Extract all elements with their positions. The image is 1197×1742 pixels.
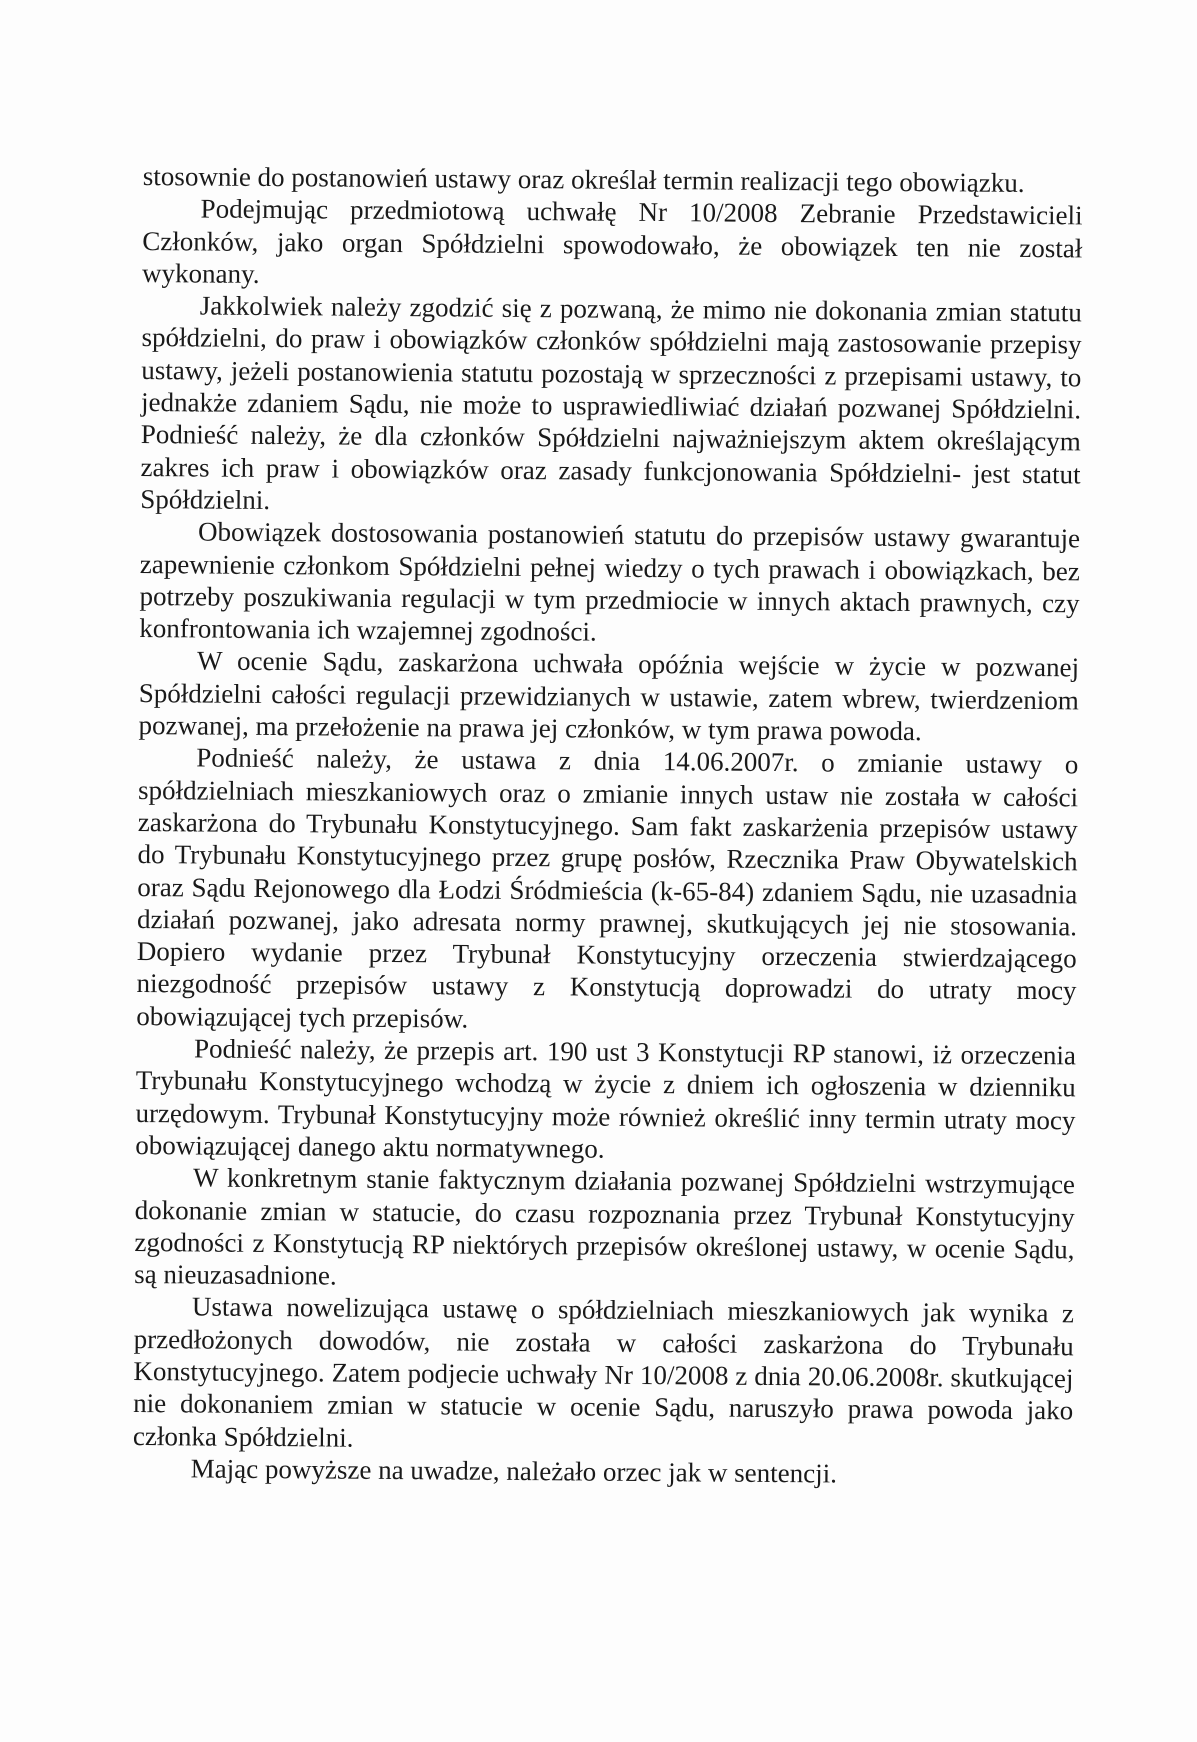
paragraph-court-assessment: W ocenie Sądu, zaskarżona uchwała opóźnia wejście w życie w pozwanej Spółdzielni całości regulacji przewidzianych w ustawie, zatem wbrew, twierdzeniom pozwanej, ma przełożenie na prawa jej członków, w tym prawa powoda. bbox=[138, 645, 1080, 747]
paragraph-continuation: stosownie do postanowień ustawy oraz określał termin realizacji tego obowiązku. bbox=[142, 160, 1025, 198]
paragraph-act-2007: Podnieść należy, że ustawa z dnia 14.06.2007r. o zmianie ustawy o spółdzielniach mieszkaniowych oraz o zmianie innych ustaw nie została w całości zaskarżona do Trybunału Konstytucyjnego. Sam fakt zaskarżenia przepisów ustawy do Trybunału Konstytucyjnego przez grupę posłów, Rzecznika Praw Obywatelskich oraz Sądu Rejonowego dla Łodzi Śródmieścia (k-65-84) zdaniem Sądu, nie uzasadnia działań pozwanej, jako adresata normy prawnej, skutkujących jej nie stosowania. Dopiero wydanie przez Trybunał Konstytucyjny orzeczenia stwierdzającego niezgodność przepisów ustawy z Konstytucją doprowadzi do utraty mocy obowiązującej tych przepisów. bbox=[136, 742, 1079, 1034]
paragraph-constitution-art190: Podnieść należy, że przepis art. 190 ust 3 Konstytucji RP stanowi, iż orzeczenia Trybunału Konstytucyjnego wchodzą w życie z dniem ich ogłoszenia w dzienniku urzędowym. Trybunał Konstytucyjny może również określić inny termin utraty mocy obowiązującej danego aktu normatywnego. bbox=[135, 1033, 1077, 1164]
paragraph-statute-obligation: Obowiązek dostosowania postanowień statutu do przepisów ustawy gwarantuje zapewnienie członkom Spółdzielni pełnej wiedzy o tych prawach i obowiązkach, bez potrzeby poszukiwania regulacji w tym przedmiocie w innych aktach prawnych, czy konfrontowania ich wzajemnej zgodności. bbox=[139, 516, 1081, 647]
document-body bbox=[133, 160, 1083, 1492]
paragraph-statute-conflict: Jakkolwiek należy zgodzić się z pozwaną, że mimo nie dokonania zmian statutu spółdzielni, do praw i obowiązków członków spółdzielni mają zastosowanie przepisy ustawy, jeżeli postanowienia statutu pozostają w sprzeczności z przepisami ustawy, to jednakże zdaniem Sądu, nie może to usprawiedliwiać działań pozwanej Spółdzielni. Podnieść należy, że dla członków Spółdzielni najważniejszym aktem określającym zakres ich praw i obowiązków oraz zasady funkcjonowania Spółdzielni- jest statut Spółdzielni. bbox=[140, 290, 1082, 515]
paragraph-factual-state: W konkretnym stanie faktycznym działania pozwanej Spółdzielni wstrzymujące dokonanie zmian w statucie, do czasu rozpoznania przez Trybunał Konstytucyjny zgodności z Konstytucją RP niektórych przepisów określonej ustawy, w ocenie Sądu, są nieuzasadnione. bbox=[134, 1162, 1076, 1291]
paragraph-resolution: Podejmując przedmiotową uchwałę Nr 10/2008 Zebranie Przedstawicieli Członków, jako organ Spółdzielni spowodowało, że obowiązek ten nie został wykonany. bbox=[141, 193, 1083, 289]
paragraph-amending-act: Ustawa nowelizująca ustawę o spółdzielniach mieszkaniowych jak wynika z przedłożonych dowodów, nie została w całości zaskarżona do Trybunału Konstytucyjnego. Zatem podjecie uchwały Nr 10/2008 z dnia 20.06.2008r. skutkującej nie dokonaniem zmian w statucie w ocenie Sądu, naruszyło prawa powoda jako członka Spółdzielni. bbox=[132, 1291, 1075, 1453]
paragraph-conclusion: Mając powyższe na uwadze, należało orzec jak w sentencji. bbox=[190, 1453, 838, 1489]
